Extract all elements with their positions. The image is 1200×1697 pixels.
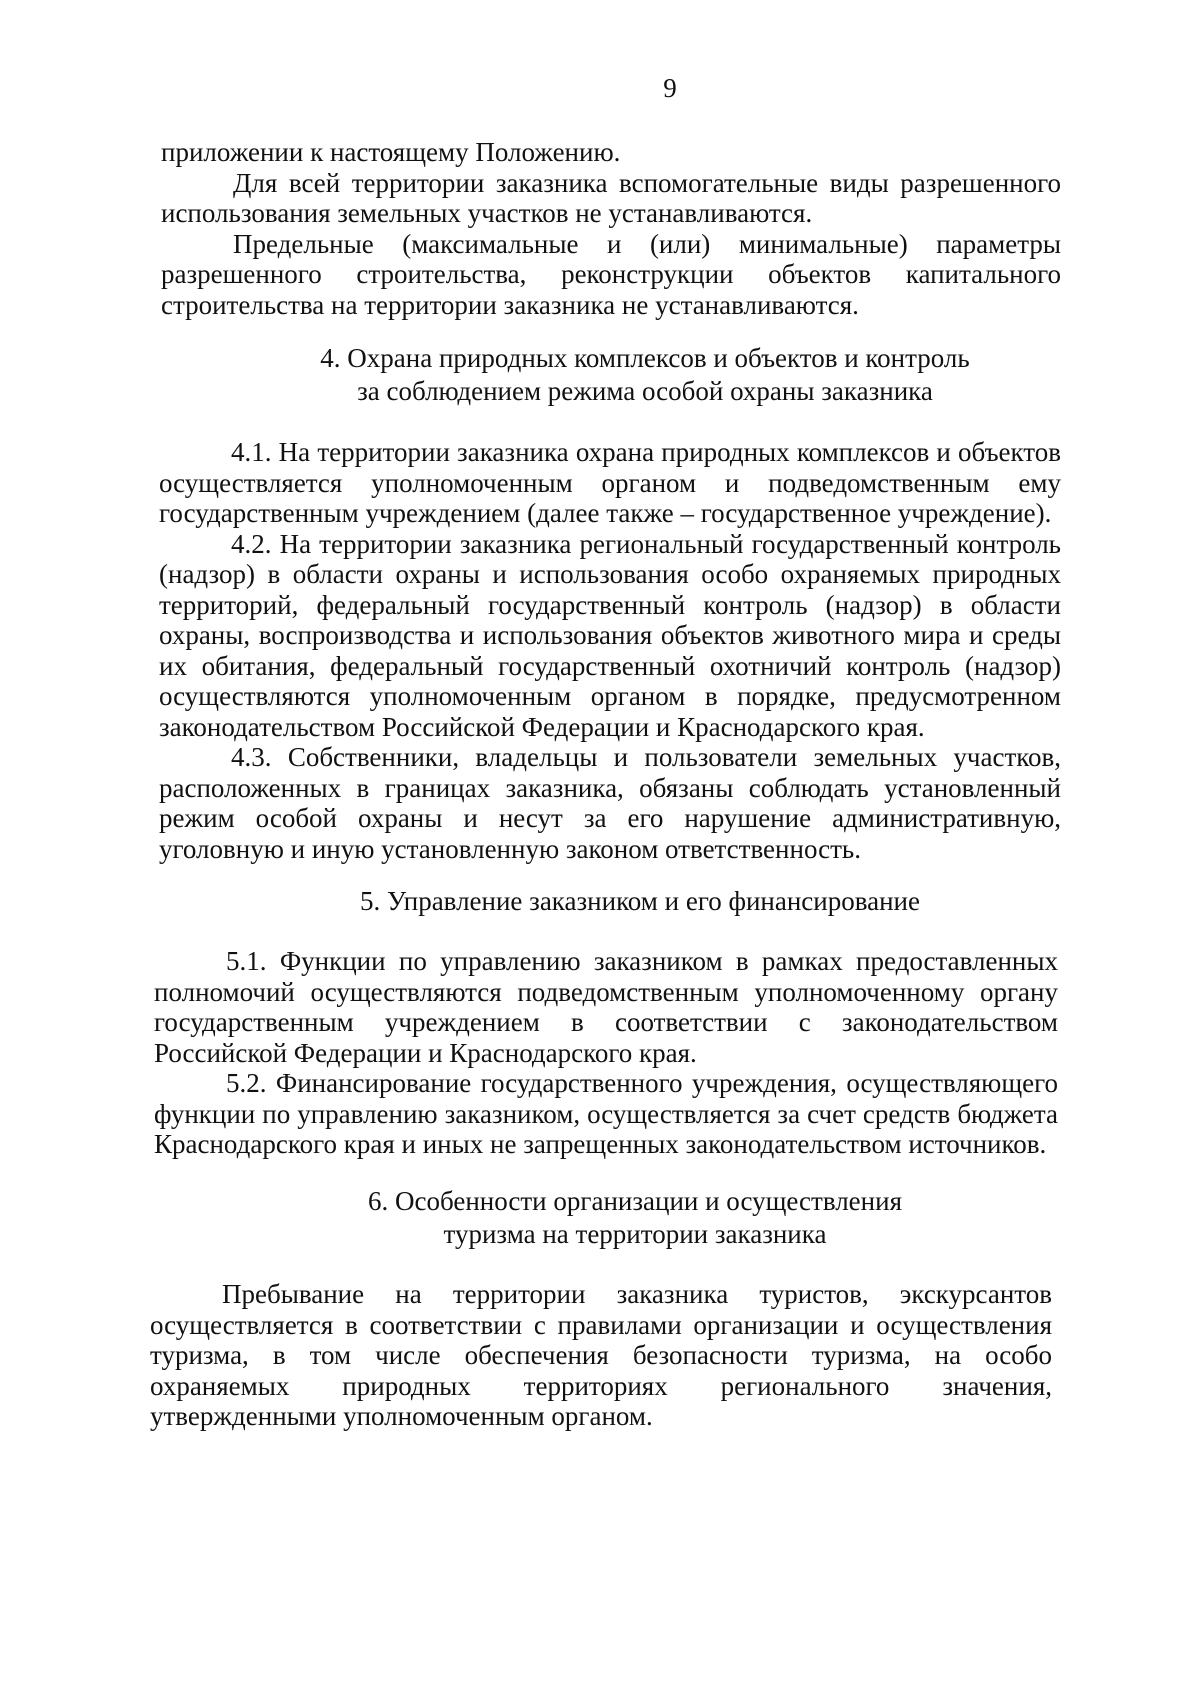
section-4-heading (250, 342, 1040, 408)
paragraph-4-2: 4.2. На территории заказника региональный государственный контроль (надзор) в области охраны и использования особо охраняемых природных территорий, федеральный государственный контроль (надзор) в области охраны, воспроизводства и использования объектов животного мира и среды их обитания, федеральный государственный охотничий контроль (надзор) осуществляются уполномоченным органом в порядке, предусмотренном законодательством Российской Федерации и Краснодарского края. (159, 528, 1061, 742)
section-6-body (150, 1279, 1052, 1432)
section-4-heading-line1: 4. Охрана природных комплексов и объектов и контроль (320, 343, 970, 373)
paragraph-6-1: Пребывание на территории заказника туристов, экскурсантов осуществляется в соответствии с правилами организации и осуществления туризма, в том числе обеспечения безопасности туризма, на особо охраняемых природных территориях регионального значения, утвержденными уполномоченным органом. (150, 1279, 1052, 1431)
section-6-heading-line1: 6. Особенности организации и осуществления (367, 1186, 902, 1216)
paragraph-continuation: приложении к настоящему Положению. (161, 137, 621, 167)
paragraph-auxiliary-uses: Для всей территории заказника вспомогательные виды разрешенного использования земельных участков не устанавливаются. (161, 167, 1061, 228)
intro-block (161, 137, 1061, 320)
paragraph-construction-parameters: Предельные (максимальные и (или) минимальные) параметры разрешенного строительства, реконструкции объектов капитального строительства на территории заказника не устанавливаются. (161, 228, 1061, 320)
section-6-heading (240, 1185, 1030, 1251)
section-5-heading (250, 885, 1030, 918)
page-number: 9 (663, 73, 677, 103)
section-5-heading-line1: 5. Управление заказником и его финансирование (360, 886, 920, 916)
section-4-body (159, 437, 1061, 864)
section-6-heading-line2: туризма на территории заказника (443, 1219, 827, 1249)
section-5-body (154, 946, 1058, 1160)
paragraph-5-1: 5.1. Функции по управлению заказником в рамках предоставленных полномочий осуществляются подведомственным уполномоченному органу государственным учреждением в соответствии с законодательством Российской Федерации и Краснодарского края. (154, 946, 1058, 1068)
paragraph-4-1: 4.1. На территории заказника охрана природных комплексов и объектов осуществляется уполномоченным органом и подведомственным ему государственным учреждением (далее также – государственное учреждение). (159, 437, 1061, 528)
section-4-heading-line2: за соблюдением режима особой охраны заказника (357, 376, 933, 406)
paragraph-5-2: 5.2. Финансирование государственного учреждения, осуществляющего функции по управлению заказником, осуществляется за счет средств бюджета Краснодарского края и иных не запрещенных законодательством источников. (154, 1068, 1058, 1159)
paragraph-4-3: 4.3. Собственники, владельцы и пользователи земельных участков, расположенных в границах заказника, обязаны соблюдать установленный режим особой охраны и несут за его нарушение административную, уголовную и иную установленную законом ответственность. (159, 742, 1061, 864)
